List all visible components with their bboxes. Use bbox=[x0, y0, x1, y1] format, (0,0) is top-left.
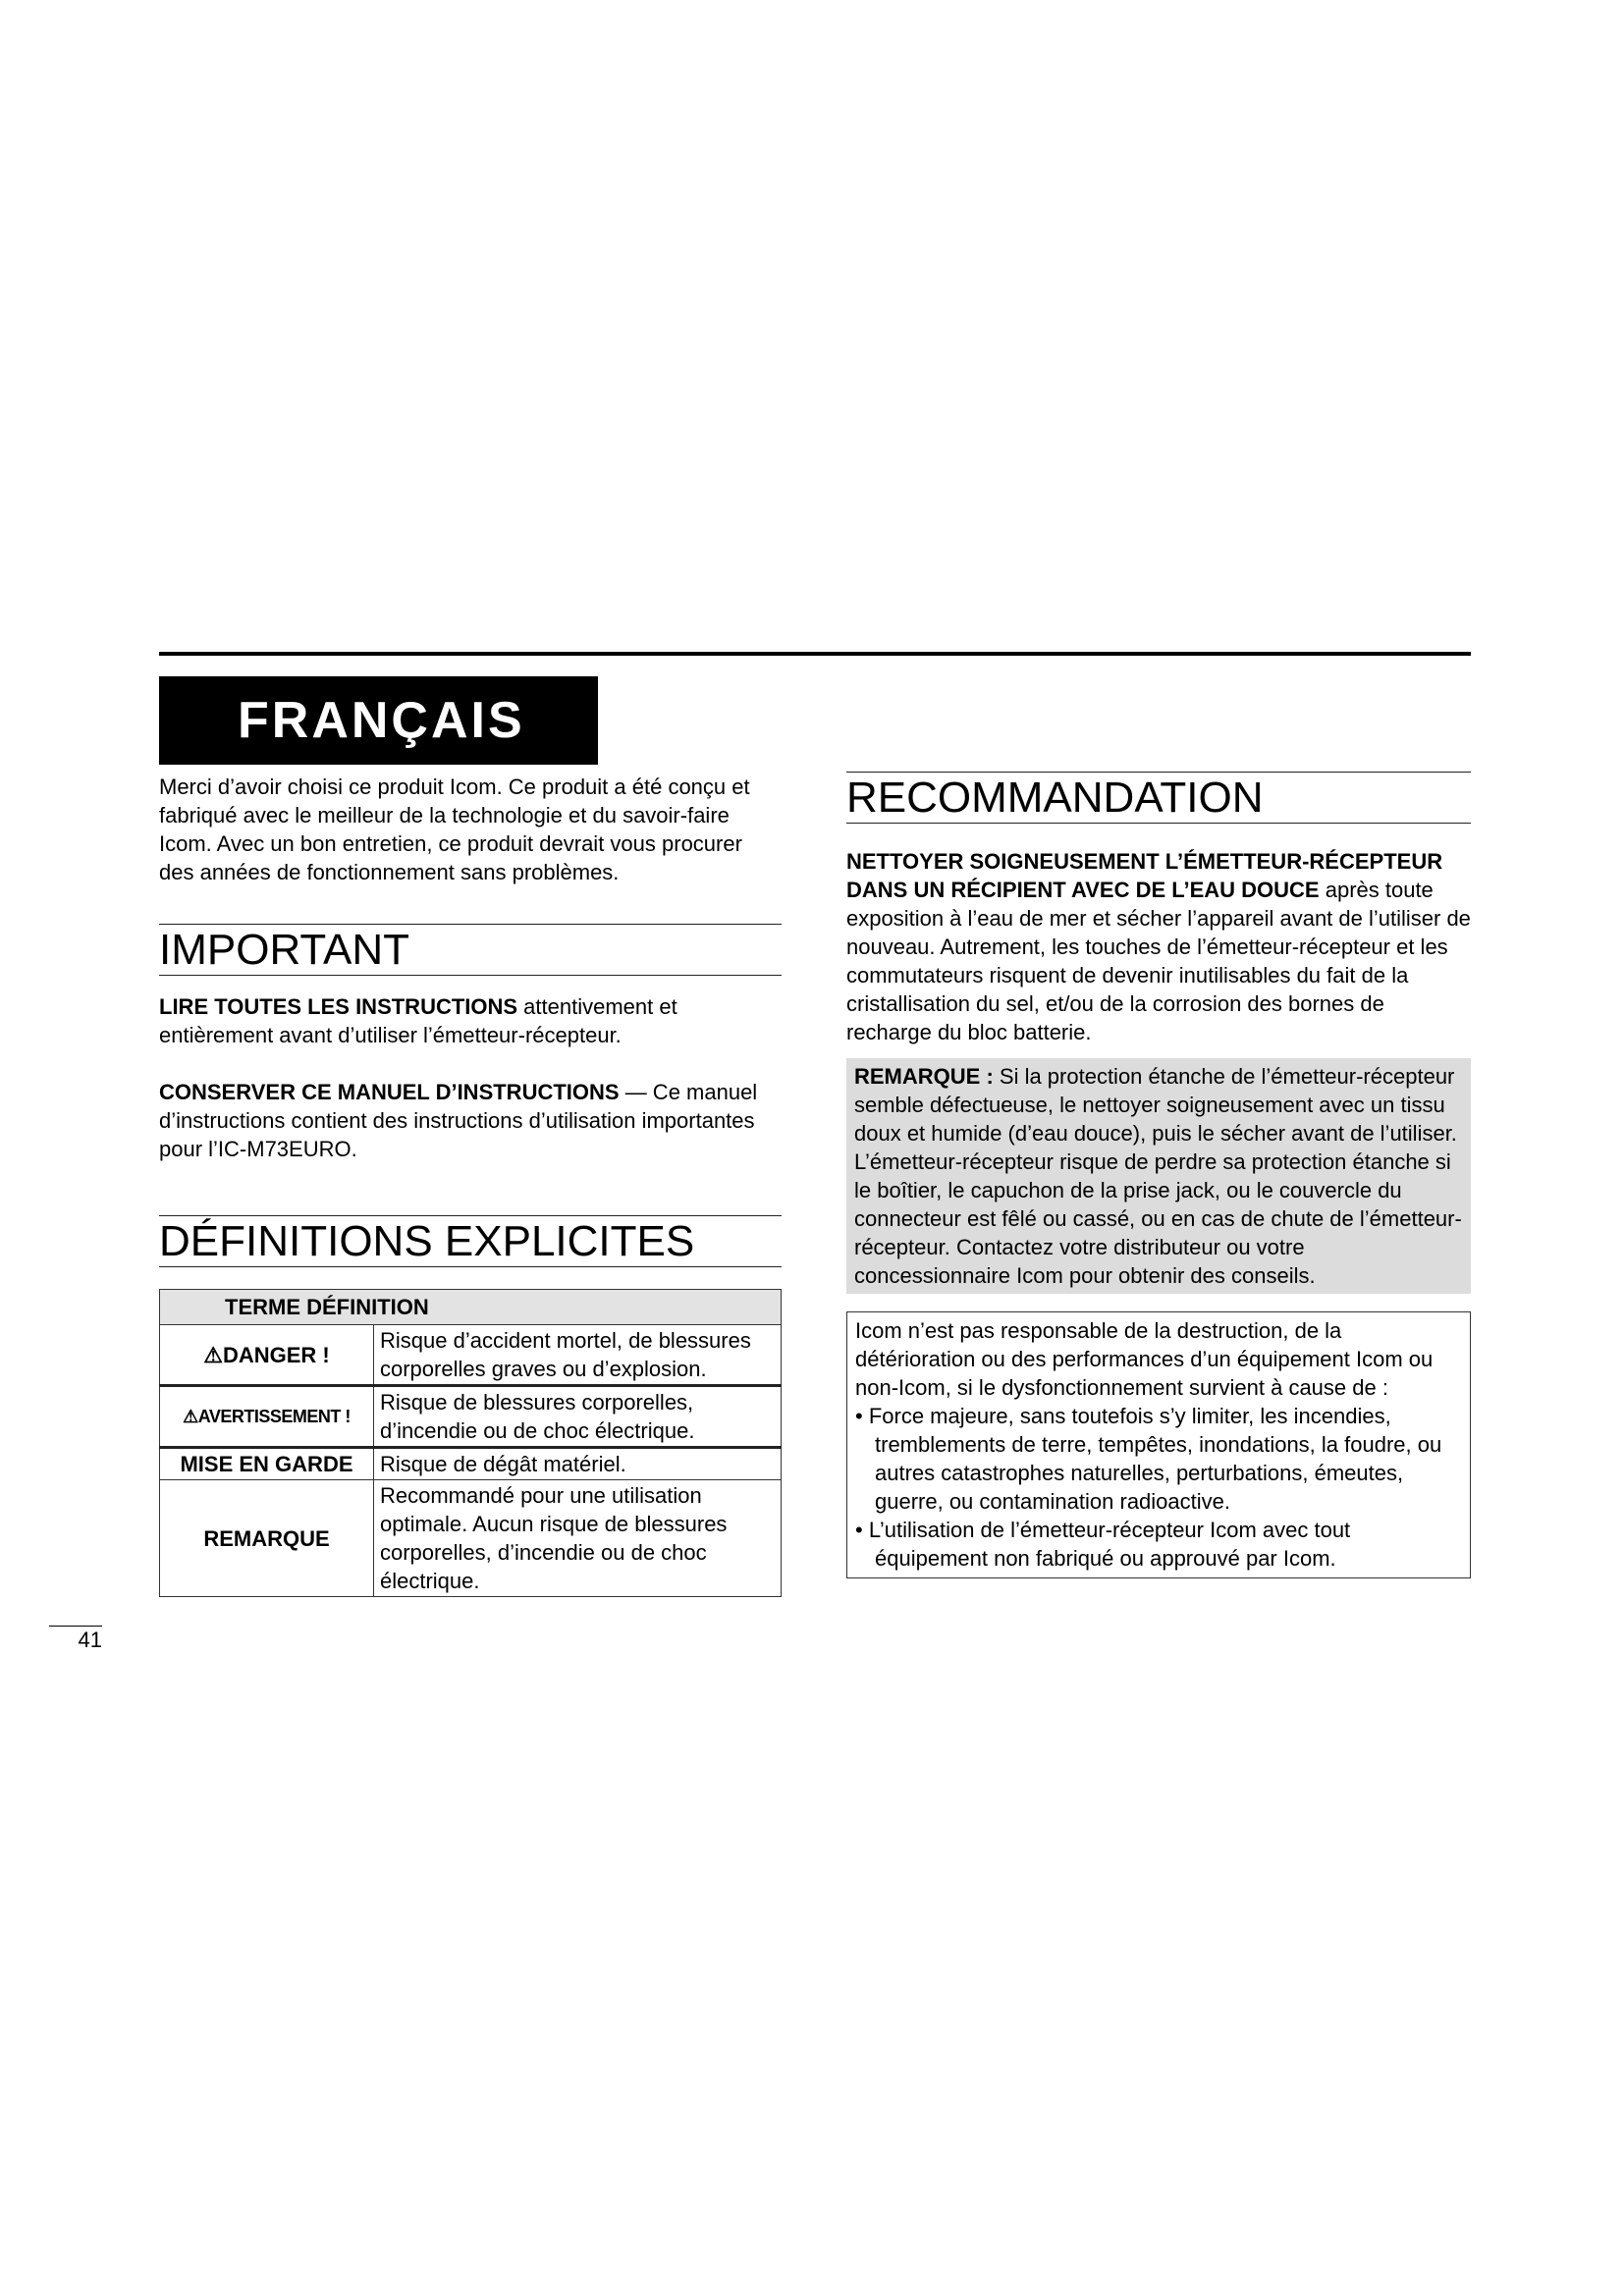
important-p2-text: — Ce manuel d’instructions contient des instructions d’utilisation importantes pour l’IC-M73EURO. bbox=[159, 1080, 758, 1161]
page-number: 41 bbox=[49, 1626, 102, 1654]
intro-paragraph: Merci d’avoir choisi ce produit Icom. Ce produit a été conçu et fabriqué avec le meilleur de la technologie et du savoir-faire Icom. Avec un bon entretien, ce produit devrait vous procurer des années de fonctionnement sans problèmes. bbox=[159, 774, 750, 884]
disclaimer-list bbox=[855, 1402, 1462, 1573]
definition-avertissement: Risque de blessures corporelles, d’incendie ou de choc électrique. bbox=[374, 1386, 782, 1448]
important-paragraph-2 bbox=[159, 1078, 782, 1163]
definitions-table bbox=[159, 1289, 782, 1597]
important-p1-text: attentivement et entièrement avant d’utiliser l’émetteur-récepteur. bbox=[159, 994, 677, 1047]
important-heading: IMPORTANT bbox=[159, 924, 782, 976]
definition-mise-en-garde: Risque de dégât matériel. bbox=[374, 1448, 782, 1480]
table-row bbox=[160, 1480, 782, 1597]
important-paragraph-1 bbox=[159, 992, 782, 1049]
table-row bbox=[160, 1448, 782, 1480]
term-remarque: REMARQUE bbox=[160, 1480, 374, 1597]
list-item: • Force majeure, sans toutefois s’y limiter, les incendies, tremblements de terre, tempêtes, inondations, la foudre, ou autres catastrophes naturelles, perturbations, émeutes, guerre, ou contamination radioactive. bbox=[855, 1404, 1442, 1514]
recommendation-bold: NETTOYER SOIGNEUSEMENT L’ÉMETTEUR-RÉCEPTEUR DANS UN RÉCIPIENT AVEC DE L’EAU DOUCE bbox=[846, 849, 1443, 902]
disclaimer-box bbox=[846, 1311, 1471, 1578]
remark-text: Si la protection étanche de l’émetteur-récepteur semble défectueuse, le nettoyer soigneusement avec un tissu doux et humide (d’eau douce), puis le sécher avant de l’utiliser. L’émetteur-récepteur risque de perdre sa protection étanche si le boîtier, le capuchon de la prise jack, ou le couvercle du connecteur est fêlé ou cassé, ou en cas de chute de l’émetteur-récepteur. Contactez votre distributeur ou votre concessionnaire Icom pour obtenir des conseils. bbox=[854, 1064, 1462, 1288]
important-p1-bold: LIRE TOUTES LES INSTRUCTIONS bbox=[159, 994, 518, 1019]
term-avertissement: ⚠AVERTISSEMENT ! bbox=[160, 1386, 374, 1448]
remark-bold: REMARQUE : bbox=[854, 1064, 994, 1089]
definitions-table-header: TERME DÉFINITION bbox=[160, 1290, 782, 1325]
left-column bbox=[159, 773, 782, 1597]
definitions-heading: DÉFINITIONS EXPLICITES bbox=[159, 1215, 782, 1267]
language-banner: FRANÇAIS bbox=[159, 676, 598, 765]
important-p2-bold: CONSERVER CE MANUEL D’INSTRUCTIONS bbox=[159, 1080, 620, 1104]
list-item: • L’utilisation de l’émetteur-récepteur Icom avec tout équipement non fabriqué ou approuvé par Icom. bbox=[855, 1518, 1351, 1571]
term-mise-en-garde: MISE EN GARDE bbox=[160, 1448, 374, 1480]
definition-danger: Risque d’accident mortel, de blessures corporelles graves ou d’explosion. bbox=[374, 1325, 782, 1386]
term-danger: ⚠DANGER ! bbox=[160, 1325, 374, 1386]
recommendation-paragraph bbox=[846, 847, 1471, 1046]
recommendation-heading: RECOMMANDATION bbox=[846, 772, 1471, 824]
disclaimer-intro: Icom n’est pas responsable de la destruction, de la détérioration ou des performances d’un équipement Icom ou non-Icom, si le dysfonctionnement survient à cause de : bbox=[855, 1318, 1434, 1400]
right-column bbox=[846, 772, 1471, 1578]
table-row bbox=[160, 1325, 782, 1386]
top-rule bbox=[159, 652, 1471, 656]
definition-remarque: Recommandé pour une utilisation optimale. Aucun risque de blessures corporelles, d’incendie ou de choc électrique. bbox=[374, 1480, 782, 1597]
remark-paragraph bbox=[854, 1062, 1463, 1290]
table-row bbox=[160, 1386, 782, 1448]
remark-box bbox=[846, 1058, 1471, 1294]
recommendation-text: après toute exposition à l’eau de mer et sécher l’appareil avant de l’utiliser de nouveau. Autrement, les touches de l’émetteur-récepteur et les commutateurs risquent de devenir inutilisables du fait de la cristallisation du sel, et/ou de la corrosion des bornes de recharge du bloc batterie. bbox=[846, 878, 1471, 1044]
